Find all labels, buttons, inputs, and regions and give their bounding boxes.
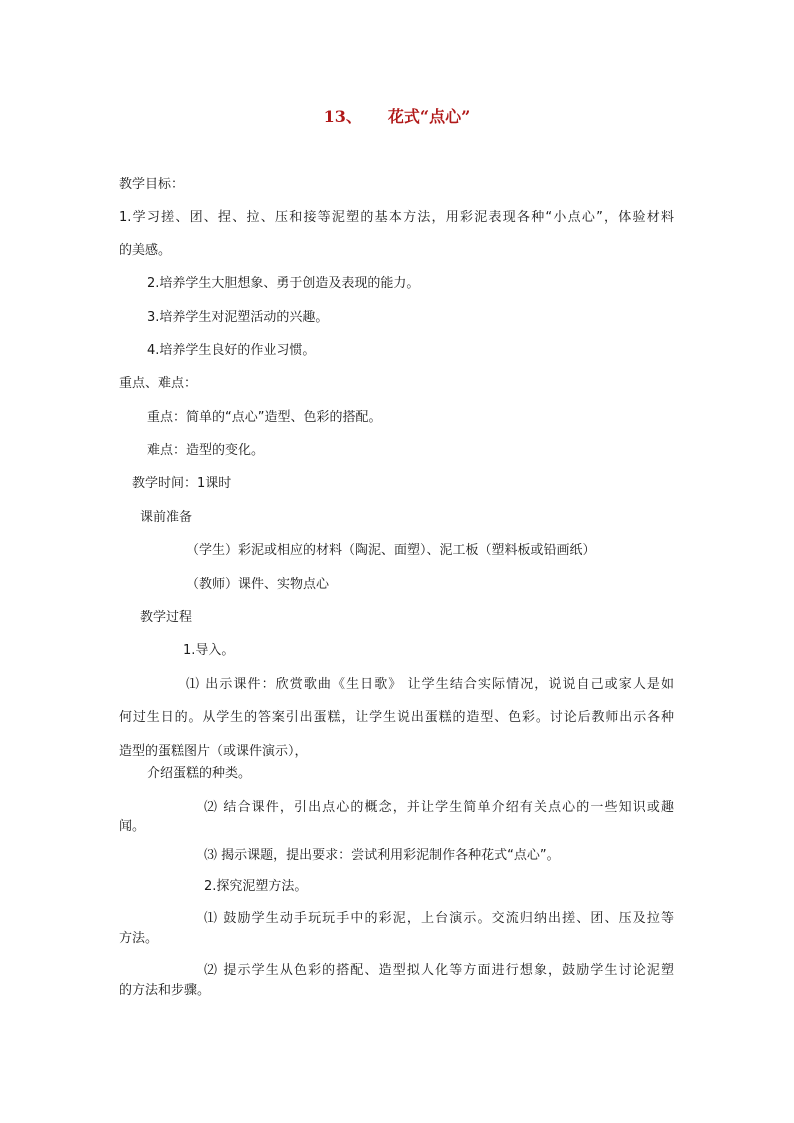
lesson-title: [0, 104, 794, 127]
objective-3: 3.培养学生对泥塑活动的兴趣。: [147, 310, 329, 325]
student-materials: （学生）彩泥或相应的材料（陶泥、面塑）、泥工板（塑料板或铅画纸）: [186, 543, 596, 558]
objective-4: 4.培养学生良好的作业习惯。: [147, 343, 316, 358]
difficult-point: 难点：造型的变化。: [147, 443, 265, 458]
section-heading-objectives: 教学目标：: [119, 177, 185, 192]
section-heading-preparation: 课前准备: [140, 510, 193, 525]
step-1-item-2: ⑵ 结合课件，引出点心的概念，并让学生简单介绍有关点心的一些知识或趣: [204, 800, 674, 815]
step-2-item-1: ⑴ 鼓励学生动手玩玩手中的彩泥，上台演示。交流归纳出搓、团、压及拉等: [204, 911, 674, 926]
step-2-item-1-cont: 方法。: [119, 931, 159, 946]
step-1-item-2-cont: 闻。: [119, 819, 146, 834]
objective-1-cont: 的美感。: [119, 243, 172, 258]
step-2-item-2-cont: 的方法和步骤。: [119, 983, 211, 998]
step-1-item-3: ⑶ 揭示课题，提出要求：尝试利用彩泥制作各种花式“点心”。: [204, 848, 560, 863]
key-point: 重点：简单的“点心”造型、色彩的搭配。: [147, 410, 382, 425]
step-1-item-1-cont-c: 介绍蛋糕的种类。: [147, 766, 252, 781]
step-2-heading: 2.探究泥塑方法。: [204, 879, 308, 894]
lesson-title-text: 花式“点心”: [387, 107, 471, 126]
section-heading-process: 教学过程: [140, 610, 193, 625]
step-1-item-1-cont-b: 造型的蛋糕图片（或课件演示），: [119, 744, 308, 759]
objective-2: 2.培养学生大胆想象、勇于创造及表现的能力。: [147, 276, 420, 291]
lesson-number: 13、: [323, 107, 362, 126]
teacher-materials: （教师）课件、实物点心: [186, 577, 330, 592]
teaching-time: 教学时间：1课时: [132, 476, 232, 491]
section-heading-key-points: 重点、难点：: [119, 376, 198, 391]
step-1-heading: 1.导入。: [183, 643, 235, 658]
step-2-item-2: ⑵ 提示学生从色彩的搭配、造型拟人化等方面进行想象，鼓励学生讨论泥塑: [204, 963, 674, 978]
objective-1: 1.学习搓、团、捏、拉、压和接等泥塑的基本方法，用彩泥表现各种“小点心”，体验材料: [119, 210, 674, 225]
step-1-item-1: ⑴ 出示课件：欣赏歌曲《生日歌》 让学生结合实际情况，说说自己或家人是如: [186, 677, 674, 692]
step-1-item-1-cont-a: 何过生日的。从学生的答案引出蛋糕，让学生说出蛋糕的造型、色彩。讨论后教师出示各种: [119, 710, 674, 725]
